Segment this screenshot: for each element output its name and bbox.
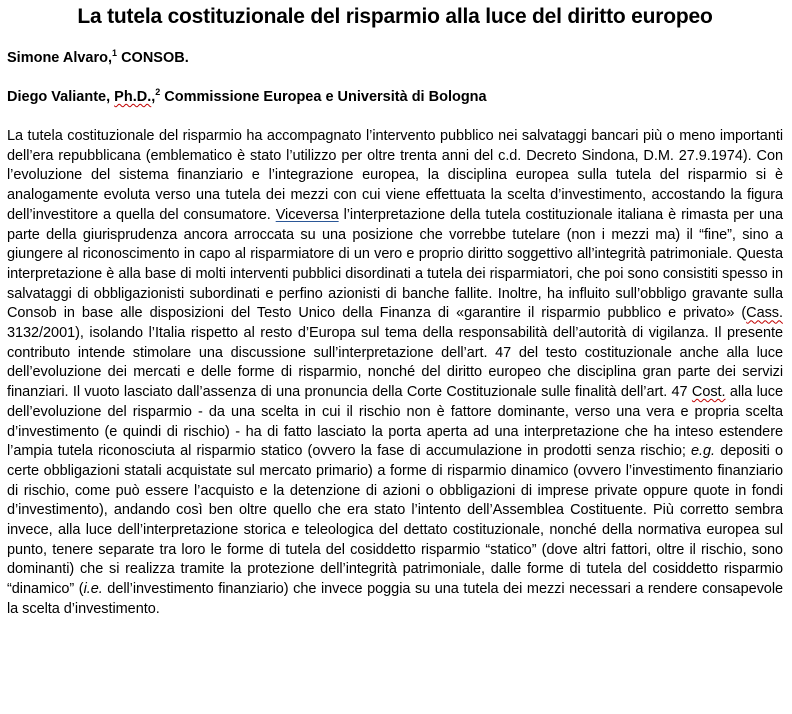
abstract-text: depositi o certe obbligazioni statali acquistate sul mercato primario) a forme di risparmio dinamico (ovvero l’investimento finanziario di rischio, come può essere l’acquisto e la detenzione di azioni o obbligazioni di imprese private oppure quote in fondi d’investimento), andando così ben oltre quello che era stato l’intento dell’Assemblea Costituente. Più corretto sembra invece, alla luce dell’interpretazione storica e teleologica del dettato costituzionale, nonché della normativa europea sul punto, tenere separate tra loro le forme di tutela del cosiddetto risparmio “statico” (dove altri fattori, oltre il rischio, sono dominanti) che si realizza tramite la protezione dell’integrità patrimoniale, dalle forme di tutela del cosiddetto risparmio “dinamico” (: [7, 443, 783, 598]
abstract-text: l’interpretazione della tutela costituzionale italiana è rimasta per una parte della giurisprudenza ancora arroccata su una posizione che vorrebbe tutelare (non i mezzi ma) il “fine”, sino a giungere al riconoscimento in capo al risparmiatore di un vero e proprio diritto soggettivo all’integrità patrimoniale. Questa interpretazione è alla base di molti interventi pubblici disordinati a tutela dei risparmiatori, che poi sono consistiti spesso in salvataggi di obbligazionisti subordinati e perfino azionisti di banche fallite. Inoltre, ha influito sull’obbligo gravante sulla Consob in base alle disposizioni del Testo Unico della Finanza di «garantire il risparmio pubblico e privato» (: [7, 206, 783, 322]
word-cass: Cass.: [746, 305, 783, 322]
author-line-2: [7, 88, 783, 106]
abstract-paragraph: [7, 127, 783, 620]
document-title: La tutela costituzionale del risparmio alla luce del diritto europeo: [77, 5, 713, 28]
author-line-1: [7, 49, 783, 67]
abstract-text: alla luce dell’evoluzione del risparmio - da una scelta in cui il rischio non è fattore dominante, verso una vera e propria scelta d’investimento (e quindi di rischio) - ha di fatto lasciato la porta aperta ad una interpretazione che ha inteso estendere l’ampia tutela riconosciuta al risparmio statico (ovvero la fase di accumulazione in prodotti senza rischio;: [7, 384, 783, 460]
author-1-name: Simone Alvaro,: [7, 50, 113, 66]
word-cost: Cost.: [691, 384, 726, 401]
abstract-text: 3132/2001), isolando l’Italia rispetto al resto d’Europa sul tema della responsabilità dell’autorità di vigilanza. Il presente contributo intende stimolare una discussione sull’interpretazione dell’art. 47 del testo costituzionale anche alla luce dell’evoluzione dei mercati e delle forme di risparmio, nonché del diritto europeo che disciplina gran parte dei servizi finanziari. Il vuoto lasciato dall’assenza di una pronuncia della Corte Costituzionale sulle finalità dell’art. 47: [7, 325, 783, 401]
author-2-footnote-ref[interactable]: 2: [155, 87, 161, 98]
word-ie: i.e.: [83, 581, 103, 598]
abstract-text: La tutela costituzionale del risparmio ha accompagnato l’intervento pubblico nei salvataggi bancari più o meno importanti dell’era repubblicana (emblematico è stato l’utilizzo per oltre trenta anni del c.d. Decreto Sindona, D.M. 27.9.1974). Con l’evoluzione del sistema finanziario e l’integrazione europea, la disciplina europea sulla tutela del risparmio si è analogamente evoluta verso una tutela dei mezzi con cui viene effettuata la scelta d’investimento, accostando la figura dell’investitore a quella del consumatore.: [7, 128, 783, 223]
author-2-comma: ,: [151, 89, 156, 105]
author-2-affiliation: Commissione Europea e Università di Bologna: [160, 89, 487, 105]
abstract-text: dell’investimento finanziario) che invece poggia su una tutela dei mezzi necessari a rendere consapevole la scelta d’investimento.: [7, 581, 784, 617]
word-viceversa: Viceversa: [275, 206, 339, 223]
word-eg: e.g.: [691, 443, 716, 460]
author-2-name: Diego Valiante,: [7, 89, 115, 105]
author-1-affiliation: CONSOB.: [117, 50, 189, 66]
author-1-footnote-ref[interactable]: 1: [112, 48, 118, 59]
author-2-degree: Ph.D.: [114, 89, 152, 105]
